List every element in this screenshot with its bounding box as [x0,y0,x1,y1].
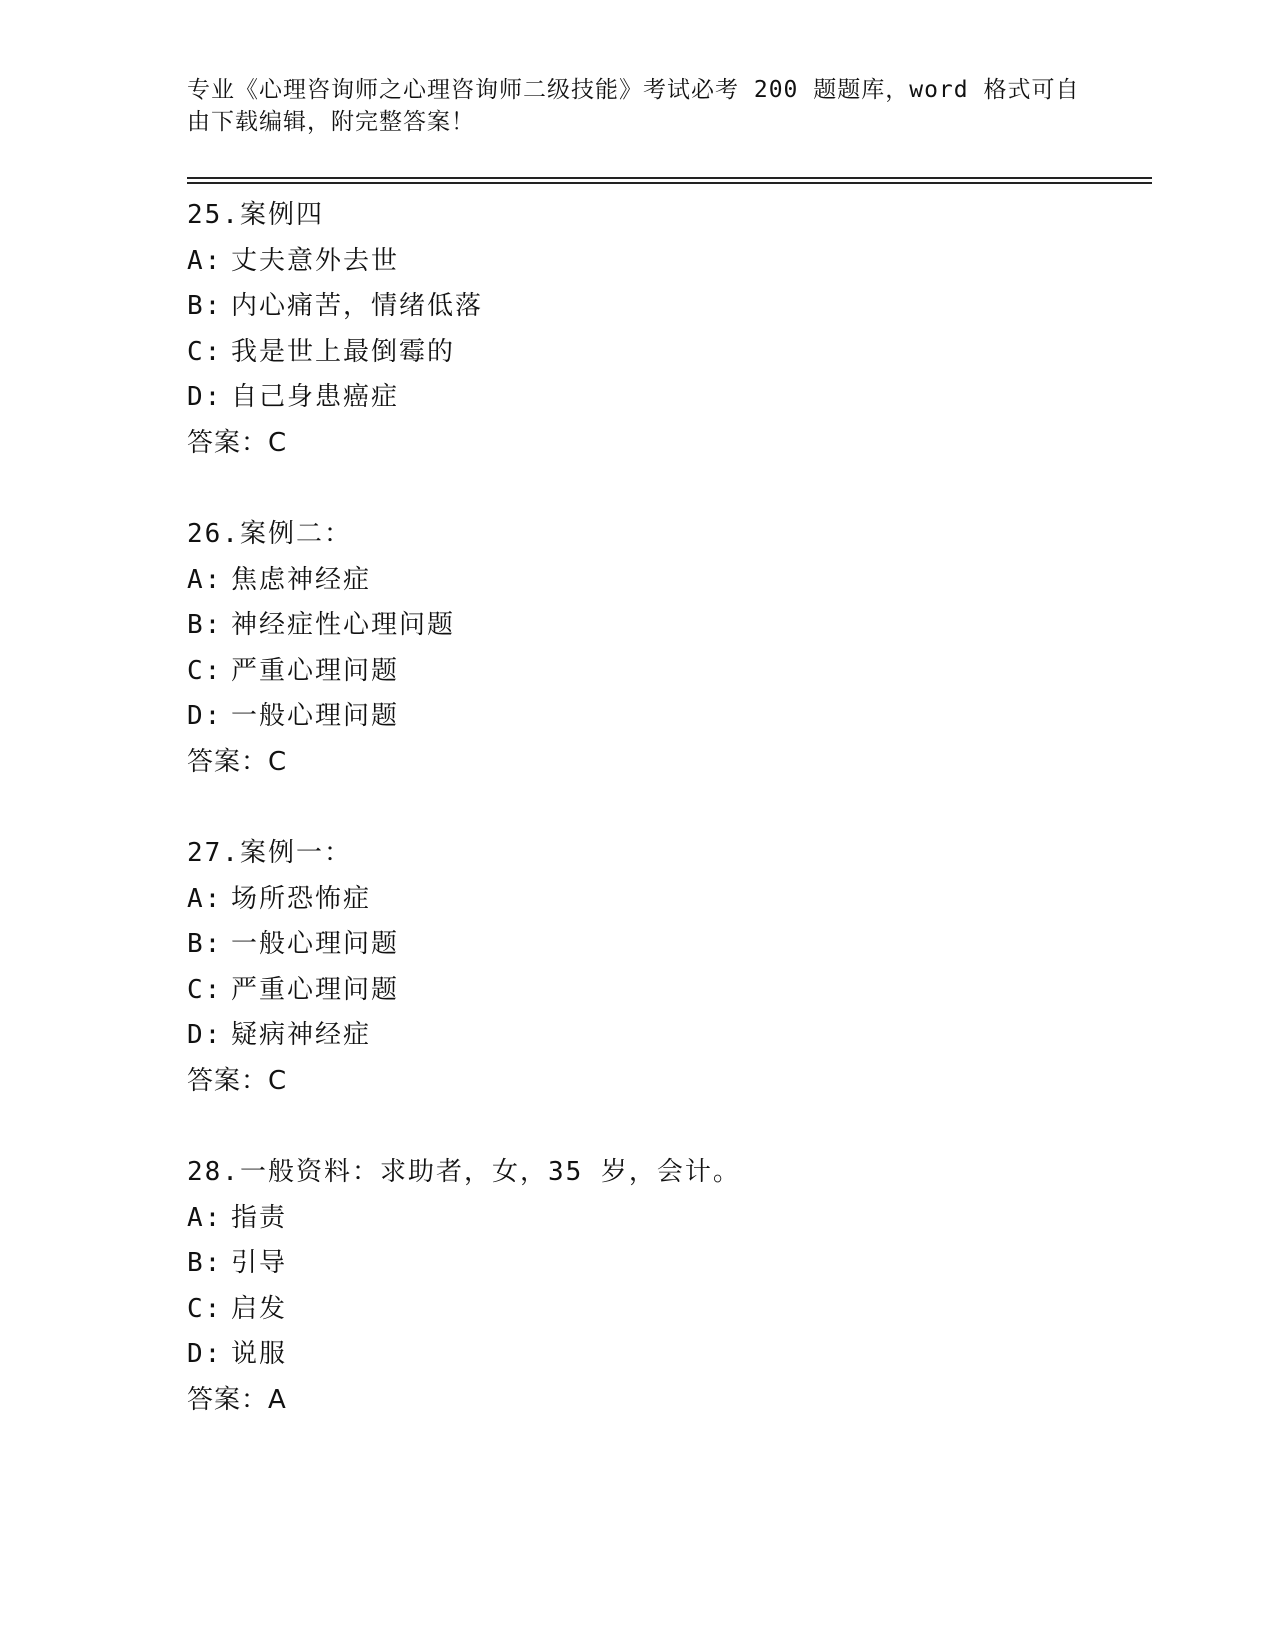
answer-line: 答案：C [187,1065,288,1096]
option-key: A: [187,883,223,914]
question-text: 案例二： [239,519,352,549]
option-text: 场所恐怖症 [231,883,372,914]
question-28 [187,1150,1147,1423]
question-stem [187,1150,1147,1196]
option-text: 严重心理问题 [231,655,400,686]
option-d [187,694,1147,740]
question-text: 一般资料：求助者，女，35 岁，会计。 [239,1157,741,1187]
option-d [187,1332,1147,1378]
option-key: B: [187,1248,223,1278]
option-c [187,330,1147,376]
header-line-1: 专业《心理咨询师之心理咨询师二级技能》考试必考 200 题题库，word 格式可自 [187,77,1080,103]
option-text: 焦虑神经症 [231,564,372,595]
option-key: B: [187,610,223,640]
option-d [187,375,1147,421]
option-key: A: [187,245,223,276]
header-divider-top [187,177,1152,179]
option-text: 自己身患癌症 [231,382,400,412]
option-a [187,1196,1147,1242]
question-stem [187,831,1147,877]
header-divider-bottom [187,182,1152,184]
option-key: D: [187,382,223,412]
question-text: 案例四 [239,200,324,230]
option-b [187,603,1147,649]
question-number: 25. [187,200,240,230]
option-text: 神经症性心理问题 [231,610,456,640]
question-25 [187,193,1147,466]
question-number: 28. [187,1157,240,1187]
option-b [187,922,1147,968]
option-c [187,1287,1147,1333]
option-key: C: [187,1293,223,1324]
question-stem [187,512,1147,558]
option-text: 指责 [231,1202,288,1233]
option-key: D: [187,1339,223,1369]
option-key: D: [187,1020,223,1050]
option-text: 启发 [231,1293,288,1324]
option-key: C: [187,974,223,1005]
header-line-2: 由下载编辑，附完整答案！ [187,109,475,135]
option-key: C: [187,655,223,686]
option-text: 丈夫意外去世 [231,245,400,276]
option-key: B: [187,291,223,321]
option-c [187,649,1147,695]
option-text: 内心痛苦，情绪低落 [231,291,484,321]
question-number: 26. [187,519,240,549]
option-key: B: [187,929,223,959]
option-b [187,1241,1147,1287]
option-a [187,558,1147,604]
option-text: 引导 [231,1248,288,1278]
option-key: C: [187,336,223,367]
option-d [187,1013,1147,1059]
option-text: 我是世上最倒霉的 [231,336,456,367]
question-26 [187,512,1147,785]
question-27 [187,831,1147,1104]
answer-line: 答案：A [187,1384,287,1415]
option-text: 说服 [231,1339,288,1369]
option-a [187,239,1147,285]
option-text: 一般心理问题 [231,701,400,731]
question-text: 案例一： [239,838,352,868]
option-text: 严重心理问题 [231,974,400,1005]
option-a [187,877,1147,923]
option-c [187,968,1147,1014]
option-b [187,284,1147,330]
question-list [187,193,1147,1469]
option-key: A: [187,564,223,595]
question-stem [187,193,1147,239]
document-header [187,74,1080,138]
question-number: 27. [187,838,240,868]
answer-line: 答案：C [187,746,288,777]
option-text: 一般心理问题 [231,929,400,959]
option-text: 疑病神经症 [231,1020,372,1050]
answer-line: 答案：C [187,427,288,458]
option-key: A: [187,1202,223,1233]
option-key: D: [187,701,223,731]
